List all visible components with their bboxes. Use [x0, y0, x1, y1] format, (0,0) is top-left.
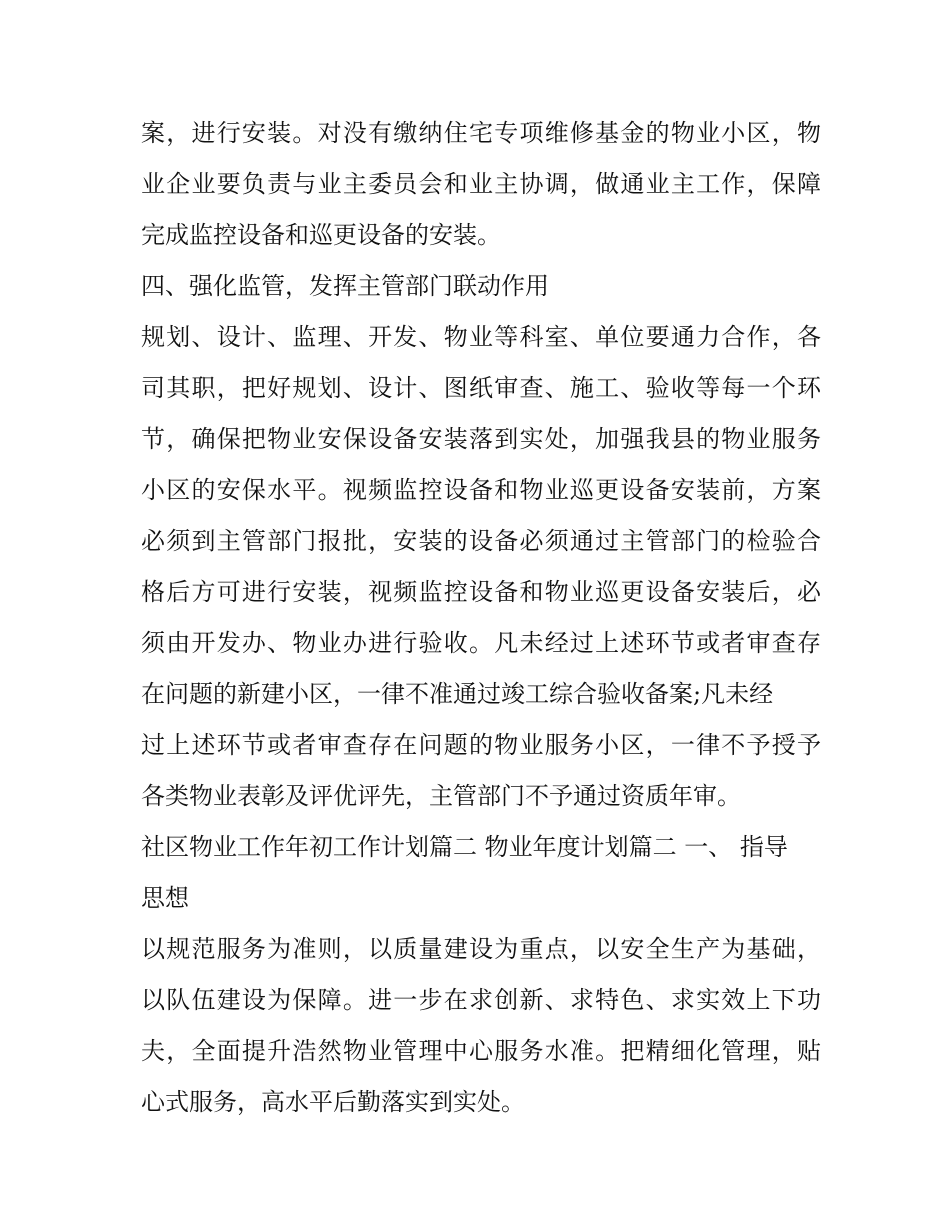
text-line: 节，确保把物业安保设备安装落到实处，加强我县的物业服务	[141, 425, 821, 453]
text-line: 规划、设计、监理、开发、物业等科室、单位要通力合作，各	[141, 323, 821, 351]
text-line: 业企业要负责与业主委员会和业主协调，做通业主工作，保障	[141, 170, 821, 198]
text-line: 须由开发办、物业办进行验收。凡未经过上述环节或者审查存	[141, 629, 821, 657]
document-body	[141, 108, 821, 1128]
text-line: 格后方可进行安装，视频监控设备和物业巡更设备安装后，必	[141, 578, 821, 606]
text-line: 必须到主管部门报批，安装的设备必须通过主管部门的检验合	[141, 527, 821, 555]
text-line: 案，进行安装。对没有缴纳住宅专项维修基金的物业小区，物	[141, 119, 821, 147]
heading-line: 思想	[141, 884, 189, 912]
text-line: 以规范服务为准则，以质量建设为重点，以安全生产为基础，	[141, 935, 821, 963]
heading-line: 四、强化监管，发挥主管部门联动作用	[141, 272, 549, 300]
paragraph-supervision	[141, 312, 821, 822]
section-heading-four	[141, 261, 821, 312]
heading-line: 社区物业工作年初工作计划篇二 物业年度计划篇二 一、 指导	[141, 833, 788, 861]
text-line: 各类物业表彰及评优评先，主管部门不予通过资质年审。	[141, 782, 741, 810]
paragraph-guiding-thought	[141, 924, 821, 1128]
text-line: 完成监控设备和巡更设备的安装。	[141, 221, 501, 249]
text-line: 夫，全面提升浩然物业管理中心服务水准。把精细化管理，贴	[141, 1037, 821, 1065]
text-line: 过上述环节或者审查存在问题的物业服务小区，一律不予授予	[141, 731, 821, 759]
text-line: 在问题的新建小区，一律不准通过竣工综合验收备案;凡未经	[141, 680, 774, 708]
text-line: 以队伍建设为保障。进一步在求创新、求特色、求实效上下功	[141, 986, 821, 1014]
paragraph-installation	[141, 108, 821, 261]
text-line: 小区的安保水平。视频监控设备和物业巡更设备安装前，方案	[141, 476, 821, 504]
section-heading-plan-two	[141, 822, 821, 924]
text-line: 心式服务，高水平后勤落实到实处。	[141, 1088, 525, 1116]
text-line: 司其职，把好规划、设计、图纸审查、施工、验收等每一个环	[141, 374, 821, 402]
